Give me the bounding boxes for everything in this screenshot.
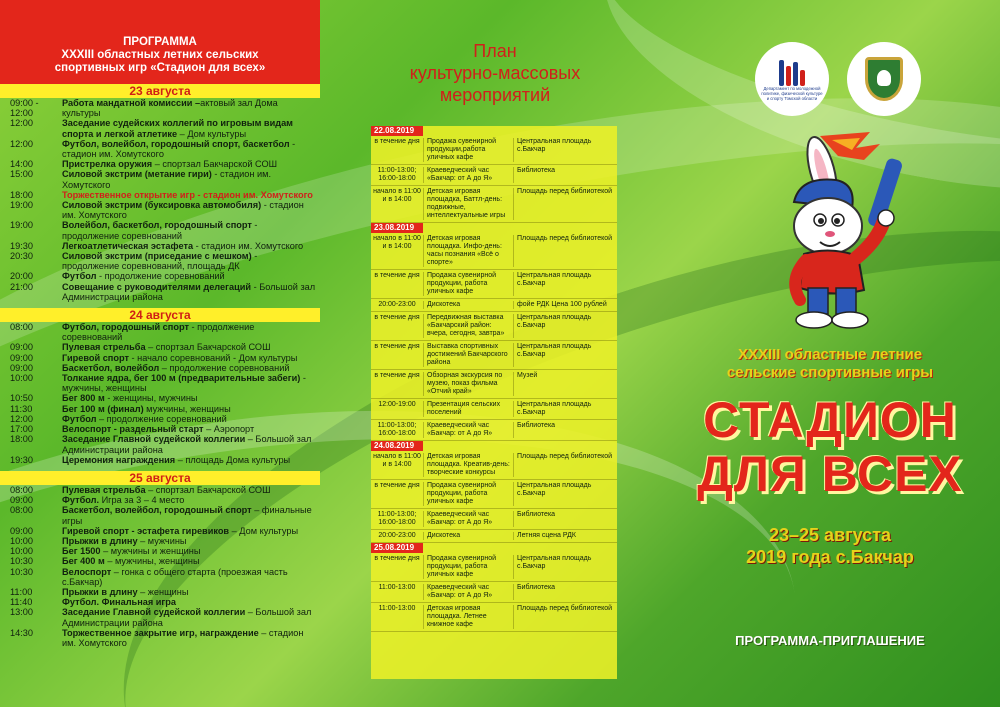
schedule-desc [62,404,320,414]
event-place: Библиотека [513,167,617,183]
schedule-desc [62,597,320,607]
schedule-place: – Дом культуры [229,525,299,536]
schedule-place: – мужчины [137,535,187,546]
schedule-desc [62,546,320,556]
schedule-place: – площадь Дома культуры [175,454,291,465]
program-header [0,0,320,84]
event-place: Библиотека [513,511,617,527]
schedule-desc [62,567,320,587]
department-logo-icon [755,42,829,116]
schedule-event: Гиревой спорт [62,352,129,363]
day-block [0,471,320,648]
schedule-place: - Большой зал Администрации района [62,281,316,302]
schedule-row [0,353,320,363]
event-name: Продажа сувенирной продукции, работа уличных кафе [423,555,513,579]
event-row [371,420,617,441]
schedule-place: – финальные игры [62,505,312,526]
schedule-place: - стадион им. Хомутского [62,138,296,160]
schedule-time: 09:00 - 12:00 [10,98,39,119]
event-time: 12:00-19:00 [378,401,416,408]
schedule-event: Гиревой спорт - эстафета гиревиков [62,525,230,536]
event-place: Музей [513,372,617,396]
schedule-time: 09:00 [10,495,33,506]
event-time: в течение дня [374,372,420,379]
schedule-place: – Большой зал Администрации района [62,607,312,628]
schedule-time: 14:30 [10,627,33,638]
schedule-row [0,414,320,424]
schedule-event: Бег 100 м (финал) [62,403,144,414]
schedule-row [0,607,320,627]
schedule-event: Силовой экстрим (метание гири) [62,169,212,180]
schedule-desc [62,455,320,465]
schedule-row [0,363,320,373]
event-time: в течение дня [374,314,420,321]
schedule-desc [62,363,320,373]
schedule-row [0,241,320,251]
schedule-time: 17:00 [10,424,33,435]
event-name: Передвижная выставка «Бакчарский район: вчера, сегодня, завтра» [423,314,513,338]
schedule-desc [62,373,320,393]
rabbit-mascot-icon [760,130,950,340]
schedule-desc [62,159,320,169]
schedule-desc [62,536,320,546]
schedule-place: – спортзал Бакчарской СОШ [152,159,278,170]
schedule-place: – Аэропорт [203,424,255,435]
schedule-event: Футбол [62,271,97,282]
schedule-time: 20:30 [10,251,33,262]
schedule-event: Футбол, городошный спорт [62,322,189,333]
event-name: Продажа сувенирной продукции,работа уличных кафе [423,138,513,162]
schedule-time: 19:00 [10,220,33,231]
schedule-time: 19:00 [10,200,33,211]
schedule-place: – гонка с общего старта (проезжая часть с.Бакчар) [62,566,288,587]
schedule-place: - стадион им. Хомутского [62,169,272,190]
event-time: в течение дня [374,482,420,489]
schedule-time: 14:00 [10,159,33,170]
day-block [0,308,320,465]
event-place: Центральная площадь с.Бакчар [513,482,617,506]
schedule-event: Силовой экстрим (приседание с мешком) [62,251,252,262]
schedule-desc [62,190,320,200]
schedule-event: Прыжки в длину [62,535,138,546]
schedule-row [0,159,320,169]
schedule-row [0,342,320,352]
schedule-event: Пристрелка оружия [62,159,153,170]
schedule-event: Пулевая стрельба [62,342,146,353]
event-time: в течение дня [374,138,420,145]
schedule-place: – мужчины и женщины [100,546,201,557]
schedule-time: 09:00 [10,352,33,363]
event-row [371,186,617,223]
schedule-desc [62,251,320,271]
games-dates-line: 23–25 августа [768,525,892,545]
event-place: Площадь перед библиотекой [513,605,617,629]
cultural-plan-title-line: культурно-массовых [409,63,581,83]
schedule-time: 15:00 [10,169,33,180]
schedule-desc [62,424,320,434]
event-row [371,341,617,370]
schedule-place: - продолжение соревнований [96,271,225,282]
schedule-event: Заседание судейских коллегий по игровым видам спорта и легкой атлетике [62,118,293,139]
schedule-desc [62,118,320,138]
schedule-desc [62,342,320,352]
schedule-desc [62,271,320,281]
schedule-place: - продолжение соревнований, площадь ДК [62,251,258,272]
schedule-place: – спортзал Бакчарской СОШ [145,484,271,495]
schedule-row [0,118,320,138]
event-name: Продажа сувенирной продукции, работа уличных кафе [423,272,513,296]
schedule-place: - женщины, мужчины [104,393,198,404]
schedule-desc [62,628,320,648]
schedule-time: 12:00 [10,118,33,129]
event-name: Детская игровая площадка. Летнее книжное кафе [423,605,513,629]
schedule-time: 10:00 [10,373,33,384]
schedule-time: 19:30 [10,240,33,251]
event-time: начало в 11:00 и в 14:00 [373,453,421,468]
program-days [0,84,320,648]
schedule-row [0,98,320,118]
schedule-row [0,404,320,414]
schedule-event: Волейбол, баскетбол, городошный спорт [62,220,252,231]
schedule-place: мужчины, женщины [143,403,231,414]
schedule-time: 10:30 [10,566,33,577]
games-dates [680,524,980,568]
games-subtitle [680,346,980,382]
event-place: Площадь перед библиотекой [513,235,617,267]
cultural-events-table [371,126,617,679]
schedule-event: Силовой экстрим (буксировка автомобиля) [62,200,262,211]
schedule-row [0,322,320,342]
event-row [371,370,617,399]
event-place: Центральная площадь с.Бакчар [513,555,617,579]
schedule-row [0,567,320,587]
schedule-event: Футбол [62,413,97,424]
schedule-row [0,139,320,159]
event-name: Краеведческий час «Бакчар: от А до Я» [423,422,513,438]
event-row [371,399,617,420]
schedule-desc [62,139,320,159]
schedule-place: – мужчины, женщины [104,556,200,567]
event-date-header: 25.08.2019 [371,543,423,553]
games-title-line: СТАДИОН [703,392,957,448]
event-row [371,603,617,632]
schedule-place: – продолжение соревнований [96,413,227,424]
schedule-row [0,556,320,566]
schedule-desc [62,200,320,220]
schedule-desc [62,353,320,363]
event-row [371,136,617,165]
event-name: Дискотека [423,301,513,309]
schedule-event: Футбол. [62,495,100,506]
day-title: 23 августа [0,84,320,98]
event-place: Площадь перед библиотекой [513,188,617,220]
schedule-event: Велоспорт [62,566,112,577]
event-time: начало в 11:00 и в 14:00 [373,235,421,250]
schedule-event: Бег 800 м [62,393,105,404]
schedule-desc [62,526,320,536]
event-row [371,451,617,480]
event-date-header: 24.08.2019 [371,441,423,451]
event-row [371,480,617,509]
schedule-event: Бег 1500 [62,546,101,557]
event-time: 11:00-13:00 [378,605,416,612]
event-time: 11:00-13:00; 16:00-18:00 [377,167,417,182]
event-place: Центральная площадь с.Бакчар [513,401,617,417]
event-name: Краеведческий час «Бакчар: от А до Я» [423,584,513,600]
event-time: в течение дня [374,272,420,279]
schedule-row [0,434,320,454]
schedule-place: – стадион им. Хомутского [62,627,304,648]
schedule-event: Заседание Главной судейской коллегии [62,607,246,618]
event-name: Краеведческий час «Бакчар: от А до Я» [423,511,513,527]
schedule-desc [62,434,320,454]
event-time: в течение дня [374,343,420,350]
schedule-row [0,546,320,556]
schedule-time: 19:30 [10,454,33,465]
event-name: Краеведческий час «Бакчар: от А до Я» [423,167,513,183]
schedule-place: – продолжение соревнований [159,362,290,373]
schedule-place: - продолжение соревнований [62,220,258,241]
schedule-time: 12:00 [10,138,33,149]
event-name: Продажа сувенирной продукции, работа уличных кафе [423,482,513,506]
schedule-time: 11:40 [10,597,33,608]
schedule-time: 10:50 [10,393,33,404]
schedule-place: - стадион им. Хомутского [62,200,304,221]
schedule-time: 10:00 [10,535,33,546]
program-header-line: XXXIII областных летних сельских [61,49,259,61]
schedule-place: - продолжение соревнований [62,322,255,343]
schedule-time: 21:00 [10,281,33,292]
schedule-desc [62,414,320,424]
schedule-desc [62,241,320,251]
day-title: 25 августа [0,471,320,485]
event-place: Центральная площадь с.Бакчар [513,343,617,367]
event-name: Обзорная экскурсия по музею, показ фильма «Отчий край» [423,372,513,396]
event-row [371,530,617,543]
schedule-event: Толкание ядра, бег 100 м (предварительные забеги) [62,373,301,384]
schedule-event: Велоспорт - раздельный старт [62,424,204,435]
day-title: 24 августа [0,308,320,322]
event-place: фойе РДК Цена 100 рублей [513,301,617,309]
schedule-time: 11:00 [10,586,33,597]
event-row [371,553,617,582]
schedule-time: 18:00 [10,189,33,200]
schedule-row [0,505,320,525]
schedule-event: Баскетбол, волейбол, городошный спорт [62,505,252,516]
event-name: Детская игровая площадка. Креатив-день: творческие конкурсы [423,453,513,477]
schedule-desc [62,322,320,342]
schedule-event: Церемония награждения [62,454,176,465]
event-date-header: 22.08.2019 [371,126,423,136]
event-name: Презентация сельских поселений [423,401,513,417]
schedule-row [0,628,320,648]
schedule-event: Работа мандатной комиссии – [62,98,201,108]
schedule-desc [62,495,320,505]
schedule-row [0,190,320,200]
schedule-row [0,495,320,505]
event-place: Центральная площадь с.Бакчар [513,138,617,162]
schedule-desc [62,169,320,189]
schedule-place: – спортзал Бакчарской СОШ [145,342,271,353]
schedule-event: Торжественное открытие игр - стадион им. Хомутского [62,189,313,200]
crest-shield [865,57,903,101]
games-title [680,393,980,501]
cultural-plan-title-line: План [473,41,517,61]
schedule-desc [62,98,320,118]
schedule-row [0,393,320,403]
schedule-row [0,271,320,281]
event-place: Летняя сцена РДК [513,532,617,540]
event-name: Детская игровая площадка. Инфо-день: часы познания «Всё о спорте» [423,235,513,267]
games-subtitle-line: сельские спортивные игры [726,364,934,381]
schedule-row [0,251,320,271]
event-place: Библиотека [513,584,617,600]
schedule-row [0,485,320,495]
schedule-row [0,220,320,240]
schedule-desc [62,505,320,525]
schedule-row [0,200,320,220]
schedule-time: 09:00 [10,525,33,536]
schedule-time: 10:00 [10,546,33,557]
schedule-place: - мужчины, женщины [62,373,306,394]
invitation-label: ПРОГРАММА-ПРИГЛАШЕНИЕ [735,633,925,648]
cultural-plan-title-line: мероприятий [439,85,551,105]
event-place: Площадь перед библиотекой [513,453,617,477]
schedule-time: 13:00 [10,607,33,618]
schedule-desc [62,587,320,597]
schedule-event: Прыжки в длину [62,586,138,597]
games-title-line: ДЛЯ ВСЕХ [697,446,963,502]
schedule-event: Футбол. Финальная игра [62,597,176,608]
event-time: 20:00-23:00 [378,532,416,539]
schedule-row [0,169,320,189]
schedule-time: 09:00 [10,362,33,373]
schedule-row [0,424,320,434]
schedule-event: Легкоатлетическая эстафета [62,240,194,251]
schedule-row [0,526,320,536]
event-time: начало в 11:00 и в 14:00 [373,188,421,203]
event-row [371,233,617,270]
schedule-row [0,597,320,607]
schedule-event: Совещание с руководителями делегаций [62,281,252,292]
event-row [371,582,617,603]
event-name: Детская игровая площадка, Баттл-день: подвижные, интеллектуальные игры [423,188,513,220]
schedule-desc [62,556,320,566]
program-header-line: спортивных игр «Стадион для всех» [54,62,266,74]
schedule-row [0,373,320,393]
event-row [371,312,617,341]
schedule-desc [62,282,320,302]
event-row [371,299,617,312]
event-time: 20:00-23:00 [378,301,416,308]
department-logo-mark [775,58,809,86]
schedule-place: актовый зал Дома культуры [62,98,278,119]
event-row [371,270,617,299]
schedule-event: Заседание Главной судейской коллегии [62,434,246,445]
schedule-time: 08:00 [10,484,33,495]
schedule-row [0,536,320,546]
schedule-time: 10:30 [10,556,33,567]
schedule-row [0,282,320,302]
schedule-event: Футбол, волейбол, городошный спорт, баскетбол [62,138,290,149]
schedule-event: Баскетбол, волейбол [62,362,160,373]
program-header-line: ПРОГРАММА [123,36,197,48]
schedule-time: 08:00 [10,505,33,516]
event-time: 11:00-13:00; 16:00-18:00 [377,511,417,526]
schedule-place: - начало соревнований - Дом культуры [128,352,298,363]
district-crest-icon [847,42,921,116]
schedule-place: Игра за 3 – 4 место [99,495,185,506]
schedule-time: 18:00 [10,434,33,445]
event-date-header: 23.08.2019 [371,223,423,233]
event-time: 11:00-13:00 [378,584,416,591]
schedule-place: - стадион им. Хомутского [193,240,304,251]
event-place: Центральная площадь с.Бакчар [513,272,617,296]
schedule-event: Торжественное закрытие игр, награждение [62,627,259,638]
event-place: Центральная площадь с.Бакчар [513,314,617,338]
department-logo-text: Департамент по молодежной политике, физической культуре и спорту Томской области [761,85,823,101]
schedule-time: 20:00 [10,271,33,282]
schedule-place: – женщины [137,586,189,597]
schedule-time: 11:30 [10,403,33,414]
schedule-desc [62,485,320,495]
day-block [0,84,320,302]
schedule-place: – Большой зал Администрации района [62,434,312,455]
schedule-row [0,587,320,597]
schedule-desc [62,220,320,240]
schedule-desc [62,393,320,403]
schedule-place: – Дом культуры [177,128,247,139]
schedule-row [0,455,320,465]
event-name: Выставка спортивных достижений Бакчарского района [423,343,513,367]
event-row [371,165,617,186]
event-time: в течение дня [374,555,420,562]
schedule-time: 08:00 [10,322,33,333]
schedule-time: 09:00 [10,342,33,353]
event-row [371,509,617,530]
event-name: Дискотека [423,532,513,540]
schedule-time: 12:00 [10,413,33,424]
event-place: Библиотека [513,422,617,438]
schedule-desc [62,607,320,627]
cultural-plan-title [360,40,630,106]
event-time: 11:00-13:00; 16:00-18:00 [377,422,417,437]
program-panel [0,0,320,707]
schedule-event: Пулевая стрельба [62,484,146,495]
games-dates-line: 2019 года с.Бакчар [746,547,914,567]
schedule-event: Бег 400 м [62,556,105,567]
games-subtitle-line: XXXIII областные летние [737,346,923,363]
